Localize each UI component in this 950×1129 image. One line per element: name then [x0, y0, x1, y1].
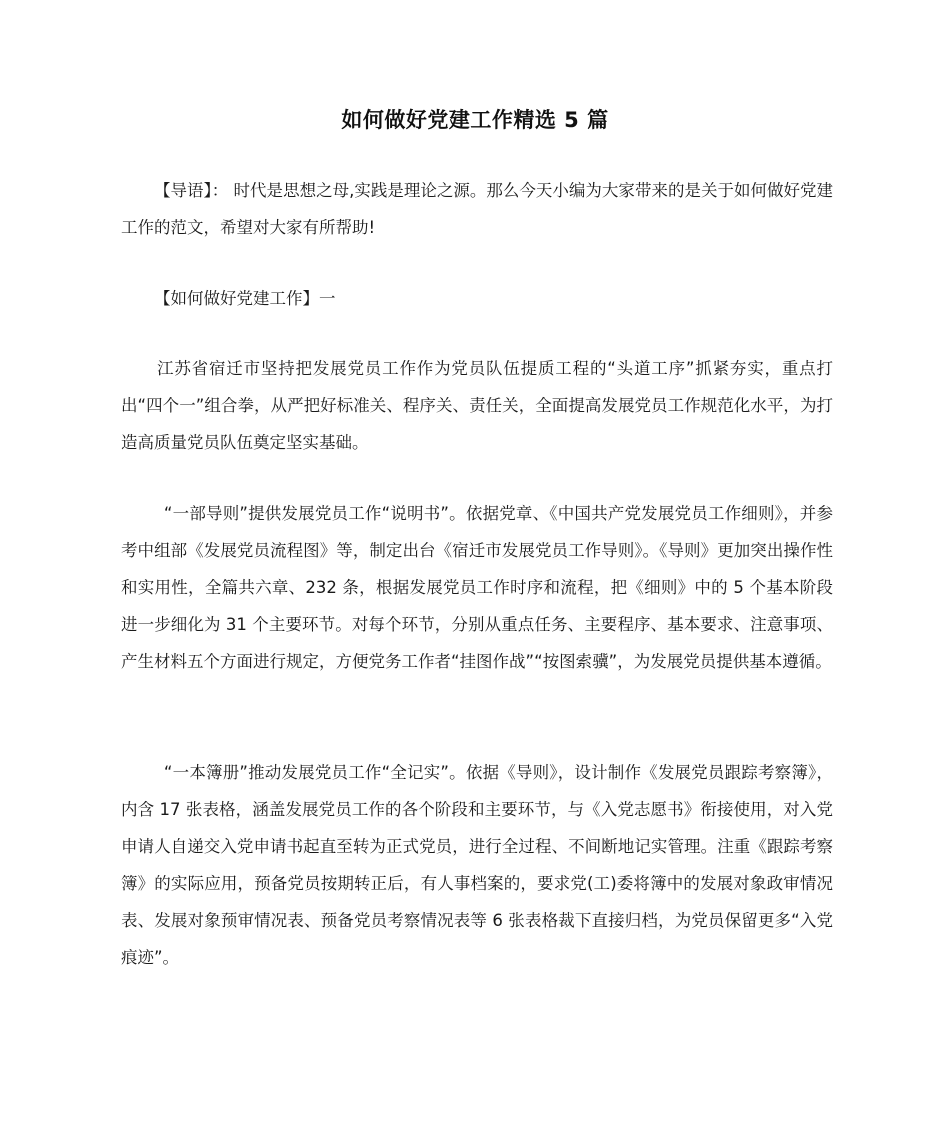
document-title: 如何做好党建工作精选 5 篇 [341, 108, 609, 133]
section-heading: 【如何做好党建工作】一 [154, 289, 336, 308]
intro-separator: ： [211, 181, 229, 200]
intro-label: 【导语】 [154, 181, 212, 200]
body-paragraph-1: 江苏省宿迁市坚持把发展党员工作作为党员队伍提质工程的“头道工序”抓紧夯实，重点打出“四个一”组合拳，从严把好标准关、程序关、责任关，全面提高发展党员工作规范化水平，为打造高质量党员队伍奠定坚实基础。 [121, 359, 833, 452]
intro-paragraph [121, 172, 833, 246]
intro-text: 时代是思想之母,实践是理论之源。那么今天小编为大家带来的是关于如何做好党建工作的范文，希望对大家有所帮助! [121, 181, 834, 237]
body-paragraph-2: “一部导则”提供发展党员工作“说明书”。依据党章、《中国共产党发展党员工作细则》，并参考中组部《发展党员流程图》等，制定出台《宿迁市发展党员工作导则》。《导则》更加突出操作性和实用性，全篇共六章、232 条，根据发展党员工作时序和流程，把《细则》中的 5 个基本阶段进一步细化为 31 个主要环节。对每个环节，分别从重点任务、主要程序、基本要求、注意事项、产生材料五个方面进行规定，方便党务工作者“挂图作战”“按图索骥”，为发展党员提供基本遵循。 [121, 504, 833, 671]
body-paragraph-3: “一本簿册”推动发展党员工作“全记实”。依据《导则》，设计制作《发展党员跟踪考察簿》，内含 17 张表格，涵盖发展党员工作的各个阶段和主要环节，与《入党志愿书》衔接使用，对入党申请人自递交入党申请书起直至转为正式党员，进行全过程、不间断地记实管理。注重《跟踪考察簿》的实际应用，预备党员按期转正后，有人事档案的，要求党(工)委将簿中的发展对象政审情况表、发展对象预审情况表、预备党员考察情况表等 6 张表格裁下直接归档，为党员保留更多“入党痕迹”。 [121, 763, 833, 967]
